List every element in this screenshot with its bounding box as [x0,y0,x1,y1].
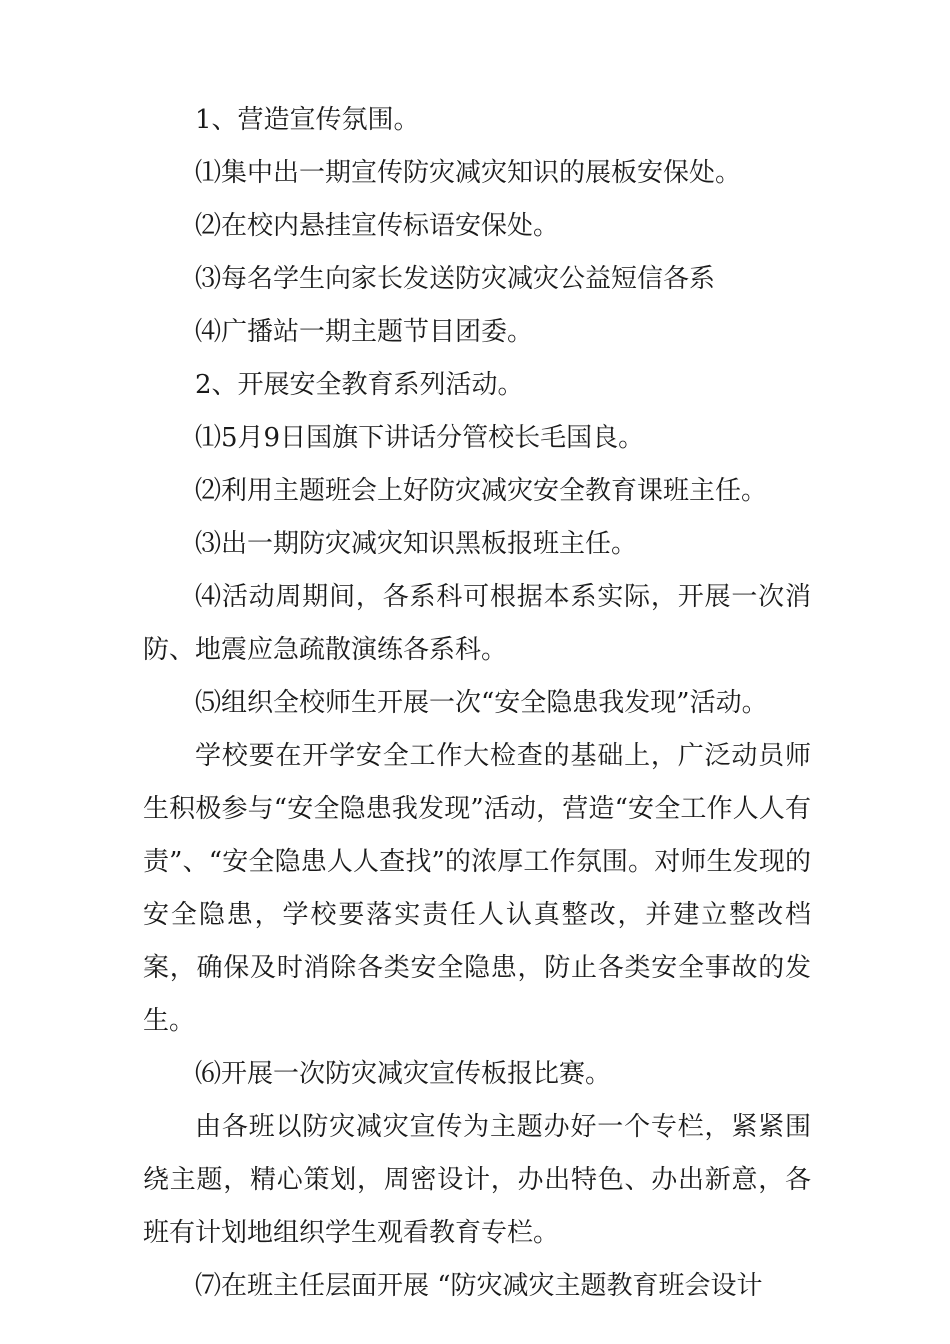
body-paragraph: 学校要在开学安全工作大检查的基础上，广泛动员师生积极参与“安全隐患我发现”活动，营造“安全工作人人有责”、“安全隐患人人查找”的浓厚工作氛围。对师生发现的安全隐患，学校要落实责任人认真整改，并建立整改档案，确保及时消除各类安全隐患，防止各类安全事故的发生。 [143,741,811,1036]
section-heading-1: 1、营造宣传氛围。 [195,105,420,135]
list-item: ⑸组织全校师生开展一次“安全隐患我发现”活动。 [195,688,768,718]
list-item: ⑴5月9日国旗下讲话分管校长毛国良。 [195,423,645,453]
list-item: ⑺在班主任层面开展 “防灾减灾主题教育班会设计 [195,1271,763,1301]
body-paragraph: 由各班以防灾减灾宣传为主题办好一个专栏，紧紧围绕主题，精心策划，周密设计，办出特色、办出新意，各班有计划地组织学生观看教育专栏。 [143,1112,811,1248]
list-item: ⑷广播站一期主题节目团委。 [195,317,534,347]
document-body [143,94,811,1313]
list-item: ⑵在校内悬挂宣传标语安保处。 [195,211,560,241]
list-item: ⑹开展一次防灾减灾宣传板报比赛。 [195,1059,612,1089]
section-heading-2: 2、开展安全教育系列活动。 [195,370,524,400]
list-item: ⑶每名学生向家长发送防灾减灾公益短信各系 [195,264,716,294]
list-item: ⑴集中出一期宣传防灾减灾知识的展板安保处。 [195,158,742,188]
list-item: ⑷活动周期间，各系科可根据本系实际，开展一次消防、地震应急疏散演练各系科。 [143,582,811,665]
list-item: ⑶出一期防灾减灾知识黑板报班主任。 [195,529,638,559]
list-item: ⑵利用主题班会上好防灾减灾安全教育课班主任。 [195,476,768,506]
